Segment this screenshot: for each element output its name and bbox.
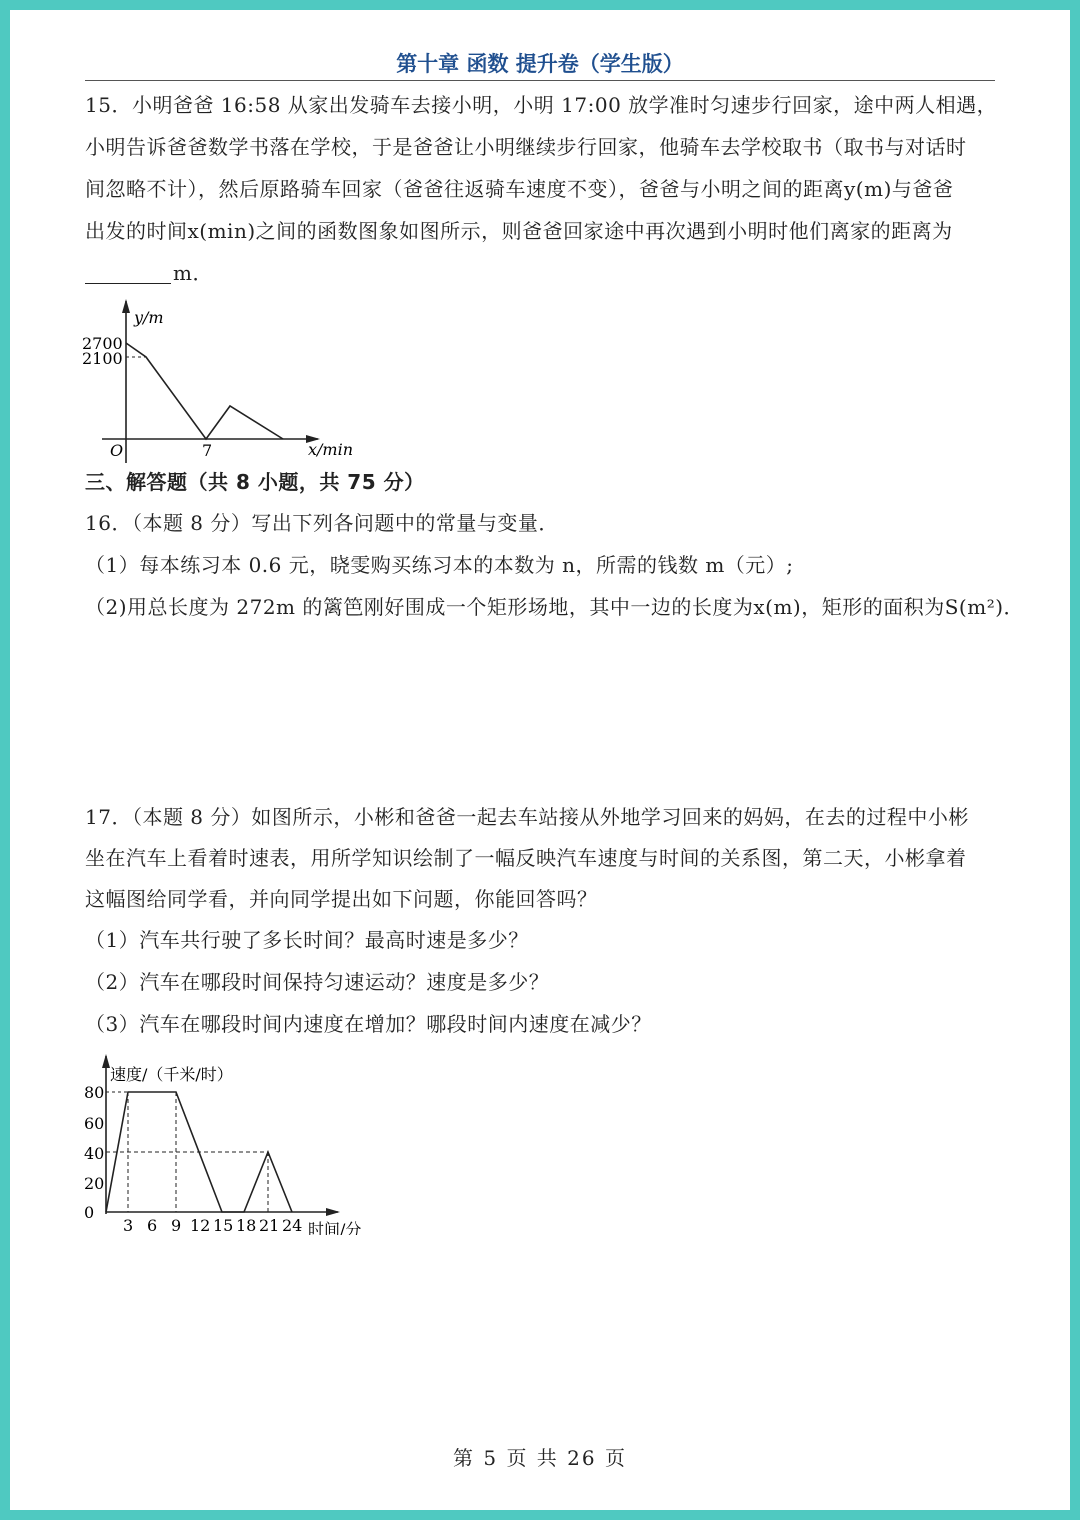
q15-line-3: 间忽略不计），然后原路骑车回家（爸爸往返骑车速度不变），爸爸与小明之间的距离y(m)与爸爸 bbox=[85, 177, 954, 201]
q16-stem: 16．（本题 8 分）写出下列各问题中的常量与变量． bbox=[85, 511, 559, 535]
q17-xtick-9: 9 bbox=[171, 1216, 182, 1235]
q17-ytick-20: 20 bbox=[84, 1174, 105, 1193]
q17-ytick-40: 40 bbox=[84, 1144, 105, 1163]
q16-part-2: （2)用总长度为 272m 的篱笆刚好围成一个矩形场地，其中一边的长度为x(m)，矩形的面积为S(m²)． bbox=[85, 595, 1025, 619]
q17-part-2: （2）汽车在哪段时间保持匀速运动？速度是多少？ bbox=[85, 970, 550, 994]
q17-xtick-3: 3 bbox=[123, 1216, 134, 1235]
q17-y-arrow bbox=[102, 1054, 110, 1068]
page-footer: 第 5 页 共 26 页 bbox=[453, 1446, 627, 1470]
q15-xlabel: x/min bbox=[308, 440, 354, 459]
q17-line-3: 这幅图给同学看，并向同学提出如下问题，你能回答吗？ bbox=[85, 887, 598, 911]
q15-ytick-2700: 2700 bbox=[82, 334, 123, 353]
q15-unit: m． bbox=[173, 261, 213, 285]
header-title: 第十章 函数 提升卷（学生版） bbox=[396, 52, 684, 76]
q15-ytick-2100: 2100 bbox=[82, 349, 123, 368]
q17-xtick-18: 18 bbox=[236, 1216, 257, 1235]
q17-xtick-24: 24 bbox=[282, 1216, 303, 1235]
q17-part-3: （3）汽车在哪段时间内速度在增加？哪段时间内速度在减少？ bbox=[85, 1012, 652, 1036]
q15-y-arrow bbox=[122, 299, 130, 313]
q17-line-2: 坐在汽车上看着时速表，用所学知识绘制了一幅反映汽车速度与时间的关系图，第二天，小彬拿着 bbox=[85, 846, 967, 870]
answer-blank[interactable] bbox=[85, 257, 171, 284]
q17-graph bbox=[82, 1050, 402, 1239]
document-page bbox=[10, 10, 1070, 1510]
q17-ytick-60: 60 bbox=[84, 1114, 105, 1133]
q15-graph-svg bbox=[82, 295, 382, 465]
q17-ytick-0: 0 bbox=[84, 1203, 95, 1222]
q15-line-5 bbox=[85, 252, 1005, 294]
q17-ytick-80: 80 bbox=[84, 1083, 105, 1102]
q17-line-1: 17．（本题 8 分）如图所示，小彬和爸爸一起去车站接从外地学习回来的妈妈，在去的过程中小彬 bbox=[85, 805, 969, 829]
q15-ylabel: y/m bbox=[134, 308, 164, 327]
q15-graph bbox=[82, 295, 382, 469]
q15-xtick-7: 7 bbox=[202, 441, 213, 460]
q17-xtick-15: 15 bbox=[213, 1216, 234, 1235]
q17-part-1: （1）汽车共行驶了多长时间？最高时速是多少？ bbox=[85, 928, 529, 952]
header-divider bbox=[85, 80, 995, 81]
q17-graph-svg bbox=[82, 1050, 402, 1235]
q17-speed-line bbox=[106, 1092, 292, 1212]
section-3-title: 三、解答题（共 8 小题，共 75 分） bbox=[85, 470, 425, 494]
q15-line-4: 出发的时间x(min)之间的函数图象如图所示，则爸爸回家途中再次遇到小明时他们离家的距离为 bbox=[85, 219, 953, 243]
q15-line-1: 15．小明爸爸 16:58 从家出发骑车去接小明，小明 17:00 放学准时匀速步行回家，途中两人相遇， bbox=[85, 93, 998, 117]
q17-xtick-12: 12 bbox=[190, 1216, 211, 1235]
q17-xtick-6: 6 bbox=[147, 1216, 158, 1235]
q17-xtick-21: 21 bbox=[259, 1216, 280, 1235]
q17-x-arrow bbox=[326, 1208, 340, 1216]
q17-xlabel: 时间/分 bbox=[308, 1220, 362, 1235]
q17-ylabel: 速度/（千米/时） bbox=[110, 1065, 233, 1084]
q16-part-1: （1）每本练习本 0.6 元，晓雯购买练习本的本数为 n，所需的钱数 m（元）; bbox=[85, 553, 794, 577]
q15-origin: O bbox=[110, 441, 124, 460]
q15-distance-line bbox=[126, 343, 283, 439]
q15-line-2: 小明告诉爸爸数学书落在学校，于是爸爸让小明继续步行回家，他骑车去学校取书（取书与对话时 bbox=[85, 135, 967, 159]
